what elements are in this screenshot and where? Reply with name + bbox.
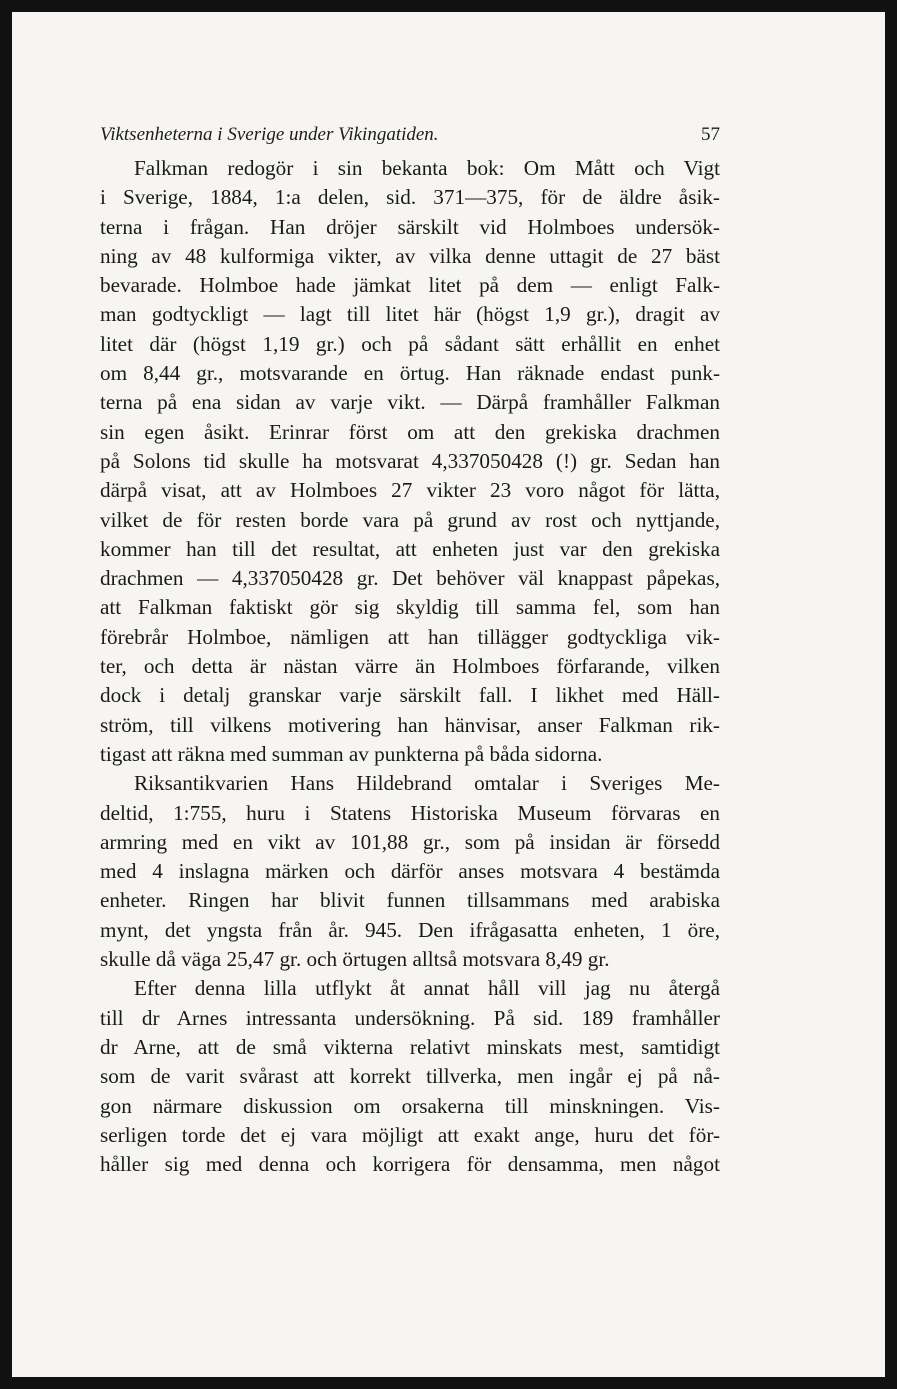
text-line: därpå visat, att av Holmboes 27 vikter 23 voro något för lätta, [100,478,720,503]
text-line: att Falkman faktiskt gör sig skyldig till samma fel, som han [100,595,720,620]
text-line: Falkman redogör i sin bekanta bok: Om Mått och Vigt [134,156,720,180]
text-line: dr Arne, att de små vikterna relativt minskats mest, samtidigt [100,1034,720,1059]
text-line: till dr Arnes intressanta undersökning. På sid. 189 framhåller [100,1005,720,1030]
document-page [12,12,885,1377]
text-line: armring med en vikt av 101,88 gr., som på insidan är försedd [100,829,720,854]
text-line: förebrår Holmboe, nämligen att han tillägger godtyckliga vik- [100,624,720,649]
text-line: enheter. Ringen har blivit funnen tillsammans med arabiska [100,888,720,913]
text-line: ström, till vilkens motivering han hänvisar, anser Falkman rik- [100,712,720,737]
text-line: håller sig med denna och korrigera för densamma, men något [100,1152,720,1177]
text-line: om 8,44 gr., motsvarande en örtug. Han räknade endast punk- [100,361,720,386]
running-header [100,124,720,152]
text-line: skulle då väga 25,47 gr. och örtugen alltså motsvara 8,49 gr. [100,947,610,972]
text-line: på Solons tid skulle ha motsvarat 4,337050428 (!) gr. Sedan han [100,448,720,473]
text-line: kommer han till det resultat, att enheten just var den grekiska [100,536,720,561]
text-line: litet där (högst 1,19 gr.) och på sådant sätt erhållit en enhet [100,331,720,356]
text-line: bevarade. Holmboe hade jämkat litet på dem — enligt Falk- [100,273,720,298]
text-line: i Sverige, 1884, 1:a delen, sid. 371—375, för de äldre åsik- [100,185,720,210]
text-line: mynt, det yngsta från år. 945. Den ifrågasatta enheten, 1 öre, [100,917,720,942]
text-line: ning av 48 kulformiga vikter, av vilka denne uttagit de 27 bäst [100,243,720,268]
text-line: Riksantikvarien Hans Hildebrand omtalar i Sveriges Me- [134,771,720,796]
text-line: ter, och detta är nästan värre än Holmboes förfarande, vilken [100,654,720,679]
text-line: vilket de för resten borde vara på grund av rost och nyttjande, [100,507,720,532]
text-line: tigast att räkna med summan av punkterna på båda sidorna. [100,741,603,766]
text-line: med 4 inslagna märken och därför anses motsvara 4 bestämda [100,859,720,884]
text-line: man godtyckligt — lagt till litet här (högst 1,9 gr.), dragit av [100,302,720,327]
text-line: drachmen — 4,337050428 gr. Det behöver väl knappast påpekas, [100,566,720,591]
running-title: Viktsenheterna i Sverige under Vikingatiden. [100,124,439,145]
text-line: terna på ena sidan av varje vikt. — Därpå framhåller Falkman [100,390,720,415]
text-line: dock i detalj granskar varje särskilt fall. I likhet med Häll- [100,683,720,708]
body-text [100,154,720,1179]
text-line: Efter denna lilla utflykt åt annat håll vill jag nu återgå [134,976,720,1001]
text-line: terna i frågan. Han dröjer särskilt vid Holmboes undersök- [100,214,720,239]
text-line: som de varit svårast att korrekt tillverka, men ingår ej på nå- [100,1064,720,1089]
text-line: serligen torde det ej vara möjligt att exakt ange, huru det för- [100,1122,720,1147]
text-line: sin egen åsikt. Erinrar först om att den grekiska drachmen [100,419,720,444]
page-number: 57 [701,124,720,145]
text-line: deltid, 1:755, huru i Statens Historiska Museum förvaras en [100,800,720,825]
text-line: gon närmare diskussion om orsakerna till minskningen. Vis- [100,1093,720,1118]
